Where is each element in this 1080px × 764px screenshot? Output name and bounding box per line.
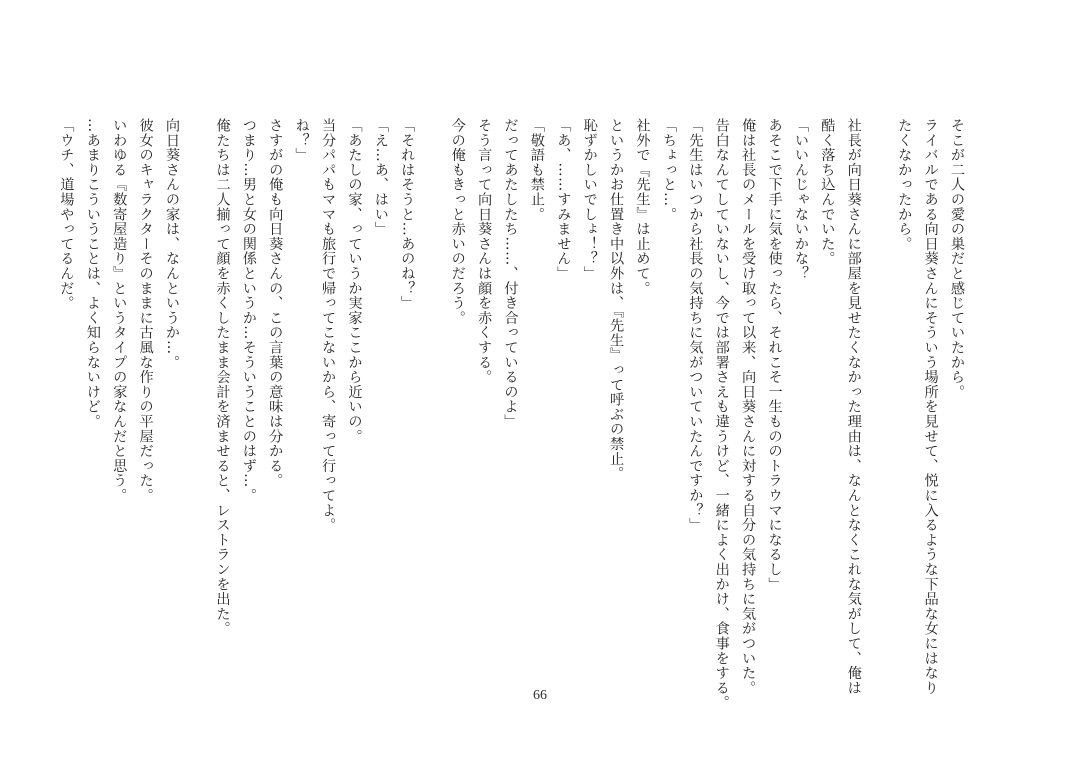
text-line: 今の俺もきっと赤いのだろう。 (449, 118, 466, 326)
text-line: 酷く落ち込んでいた。 (819, 118, 836, 266)
text-line: あそこで下手に気を使ったら、それこそ一生もののトラウマになるし」 (766, 118, 783, 592)
paragraph-gap (867, 118, 891, 678)
text-line: たくなかったから。 (896, 118, 913, 252)
paragraph-gap (185, 118, 209, 678)
text-line: ライバルである向日葵さんにそういう場所を見せて、悦に入るような下品な女にはなり (922, 118, 939, 696)
text-line: 「え…あ、はい」 (372, 118, 389, 237)
text-line: 「あ、……すみません」 (555, 118, 572, 281)
text-line: そこが二人の愛の巣だと感じていたから。 (949, 118, 965, 400)
text-line: 「それはそうと…あのね？」 (399, 118, 416, 311)
text-line: つまり…男と女の関係というか…そういうことのはず…。 (240, 118, 257, 503)
text-line: 俺は社長のメールを受け取って以来、向日葵さんに対する自分の気持ちに気がついた。 (740, 118, 757, 696)
text-line: 恥ずかしいでしょ！？」 (581, 118, 598, 281)
text-line: だってあたしたち……、付き合っているのよ」 (502, 118, 519, 429)
text-line: 告白なんてしていないし、今では部署さえも違うけど、一緒によく出かけ、食事をする。 (713, 118, 730, 710)
text-line: 当分パパもママも旅行で帰ってこないから、寄って行ってよ。 (320, 118, 337, 533)
text-line: 「先生はいつから社長の気持ちに気がついていたんですか？」 (687, 118, 704, 533)
text-line: 「ちょっと…。 (660, 118, 677, 222)
text-line: 社長が向日葵さんに部屋を見せたくなかった理由は、なんとなくこれな気がして、俺は (845, 118, 862, 696)
text-line: 「敬語も禁止。 (528, 118, 545, 222)
text-line: 「ウチ、道場やってるんだ。 (58, 118, 75, 311)
text-line: 俺たちは二人揃って顔を赤くしたまま会計を済ませると、レストランを出た。 (214, 118, 231, 636)
text-line: 社外で『先生』は止めて。 (634, 118, 651, 296)
text-line: さすがの俺も向日葵さんの、この言葉の意味は分かる。 (267, 118, 284, 488)
text-line: いわゆる『数寄屋造り』というタイプの家なんだと思う。 (111, 118, 128, 503)
text-line: というかお仕置き中以外は、『先生』って呼ぶの禁止。 (608, 118, 625, 481)
text-line: そう言って向日葵さんは顔を赤くする。 (476, 118, 493, 385)
text-line: ね？」 (293, 118, 310, 163)
text-line: 彼女のキャラクターそのままに古風な作りの平屋だった。 (137, 118, 154, 503)
text-line: 向日葵さんの家は、なんというか…。 (164, 118, 181, 370)
text-line: …あまりこういうことは、よく知らないけど。 (84, 118, 101, 429)
text-line: 「あたしの家、っていうか実家ここから近いの。 (346, 118, 363, 444)
text-line: 「いいんじゃないかな？ (792, 118, 809, 281)
paragraph-gap (420, 118, 444, 678)
page-number: 66 (533, 688, 547, 703)
